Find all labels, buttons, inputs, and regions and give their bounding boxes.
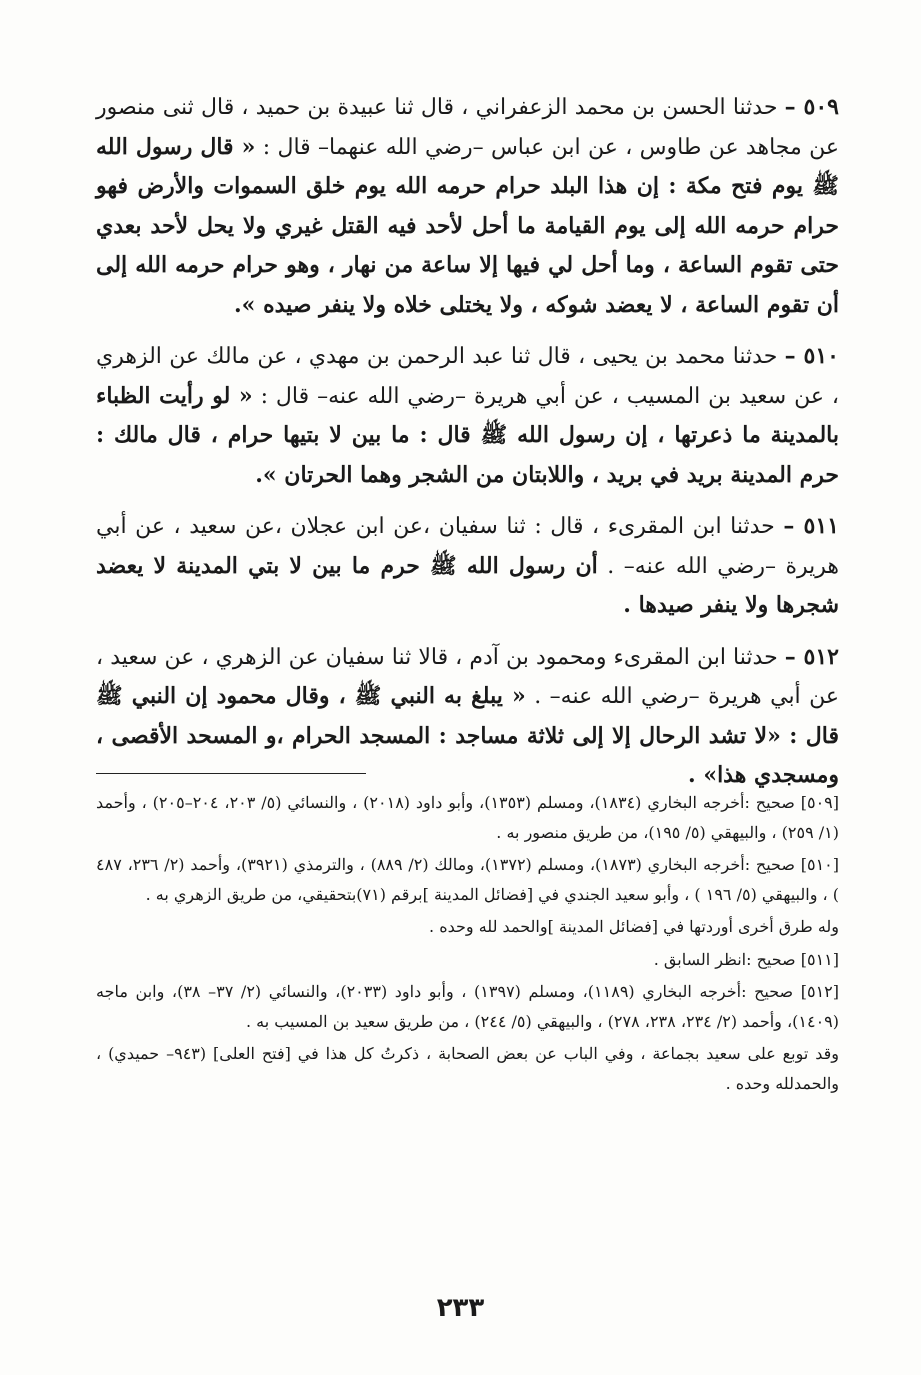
footnote-512-extra: وقد توبع على سعيد بجماعة ، وفي الباب عن بعض الصحابة ، ذكرتُ كل هذا في [فتح العلى] (٩٤٣– حميدي) ، والحمدلله وحده . xyxy=(96,1044,840,1093)
hadith-number: ٥١٢ – xyxy=(784,643,839,670)
footnote-509: [٥٠٩] صحيح :أخرجه البخاري (١٨٣٤)، ومسلم (١٣٥٣)، وأبو داود (٢٠١٨) ، والنسائي (٥/ ٢٠٣، ٢٠٤–٢٠٥) ، وأحمد (١/ ٢٥٩) ، والبيهقي (٥/ ١٩٥)، من طريق منصور به . xyxy=(96,793,839,842)
hadith-number: ٥١٠ – xyxy=(784,343,839,369)
hadith-number: ٥١١ – xyxy=(783,513,839,539)
hadith-matn: أن رسول الله ﷺ حرم ما بين لا بتي المدينة لا يعضد شجرها ولا ينفر صيدها . xyxy=(96,552,839,618)
footnote-511: [٥١١] صحيح :انظر السابق . xyxy=(653,949,839,969)
footnote-510-extra: وله طرق أخرى أوردتها في [فضائل المدينة ]والحمد لله وحده . xyxy=(429,917,839,936)
hadith-511 xyxy=(96,507,839,626)
hadith-isnad: حدثنا ابن المقرىء ومحمود بن آدم ، قالا ثنا سفيان عن الزهري ، عن سعيد ، عن أبي هريرة –رضي الله عنه– . xyxy=(96,644,840,709)
hadith-isnad: حدثنا الحسن بن محمد الزعفراني ، قال ثنا عبيدة بن حميد ، قال ثنى منصور عن مجاهد عن طاوس ، عن ابن عباس –رضي الله عنهما– قال : xyxy=(96,95,839,160)
footnote-512: [٥١٢] صحيح :أخرجه البخاري (١١٨٩)، ومسلم (١٣٩٧) ، وأبو داود (٢٠٣٣)، والنسائي (٢/ ٣٧– ٣٨)، وابن ماجه (١٤٠٩)، وأحمد (٢/ ٢٣٤، ٢٣٨، ٢٧٨) ، والبيهقي (٥/ ٢٤٤) ، من طريق سعيد بن المسيب به . xyxy=(96,982,840,1031)
main-text xyxy=(96,88,839,808)
footnote-separator xyxy=(96,773,366,774)
page-number: ٢٣٣ xyxy=(436,1293,485,1323)
hadith-matn: « قال رسول الله ﷺ يوم فتح مكة : إن هذا البلد حرام حرمه الله يوم خلق السموات والأرض فهو حرام حرمه الله إلى يوم القيامة ما أحل لأحد فيه القتل غيري ولا يحل لأحد بعدي حتى تقوم الساعة ، وما أحل لي فيها إلا ساعة من نهار ، وهو حرام حرمه الله إلى أن تقوم الساعة ، لا يعضد شوكه ، ولا يختلى خلاه ولا ينفر صيده ». xyxy=(96,133,839,318)
hadith-isnad: حدثنا ابن المقرىء ، قال : ثنا سفيان ،عن ابن عجلان ،عن سعيد ، عن أبي هريرة –رضي الله عنه– . xyxy=(96,514,839,579)
hadith-512 xyxy=(96,638,839,796)
footnote-510: [٥١٠] صحيح :أخرجه البخاري (١٨٧٣)، ومسلم (١٣٧٢)، ومالك (٢/ ٨٨٩) ، والترمذي (٣٩٢١)، وأحمد (٢/ ٢٣٦، ٤٨٧ ) ، والبيهقي (٥/ ١٩٦ ) ، وأبو سعيد الجندي في [فضائل المدينة ]برقم (٧١)بتحقيقي، من طريق الزهري به . xyxy=(96,855,840,904)
footnotes xyxy=(96,788,839,1101)
hadith-509 xyxy=(96,88,839,325)
hadith-isnad: حدثنا محمد بن يحيى ، قال ثنا عبد الرحمن بن مهدي ، عن مالك عن الزهري ، عن سعيد بن المسيب ، عن أبي هريرة –رضي الله عنه– قال : xyxy=(96,344,839,409)
hadith-matn: « يبلغ به النبي ﷺ ، وقال محمود إن النبي ﷺ قال : «لا تشد الرحال إلا إلى ثلاثة مساجد : المسجد الحرام ،و المسحد الأقصى ، ومسجدي هذا» . xyxy=(96,683,839,788)
hadith-510 xyxy=(96,337,839,495)
hadith-matn: « لو رأيت الظباء بالمدينة ما ذعرتها ، إن رسول الله ﷺ قال : ما بين لا بتيها حرام ، قال مالك : حرم المدينة بريد في بريد ، واللابتان من الشجر وهما الحرتان ». xyxy=(96,382,839,488)
hadith-number: ٥٠٩ – xyxy=(784,94,839,120)
